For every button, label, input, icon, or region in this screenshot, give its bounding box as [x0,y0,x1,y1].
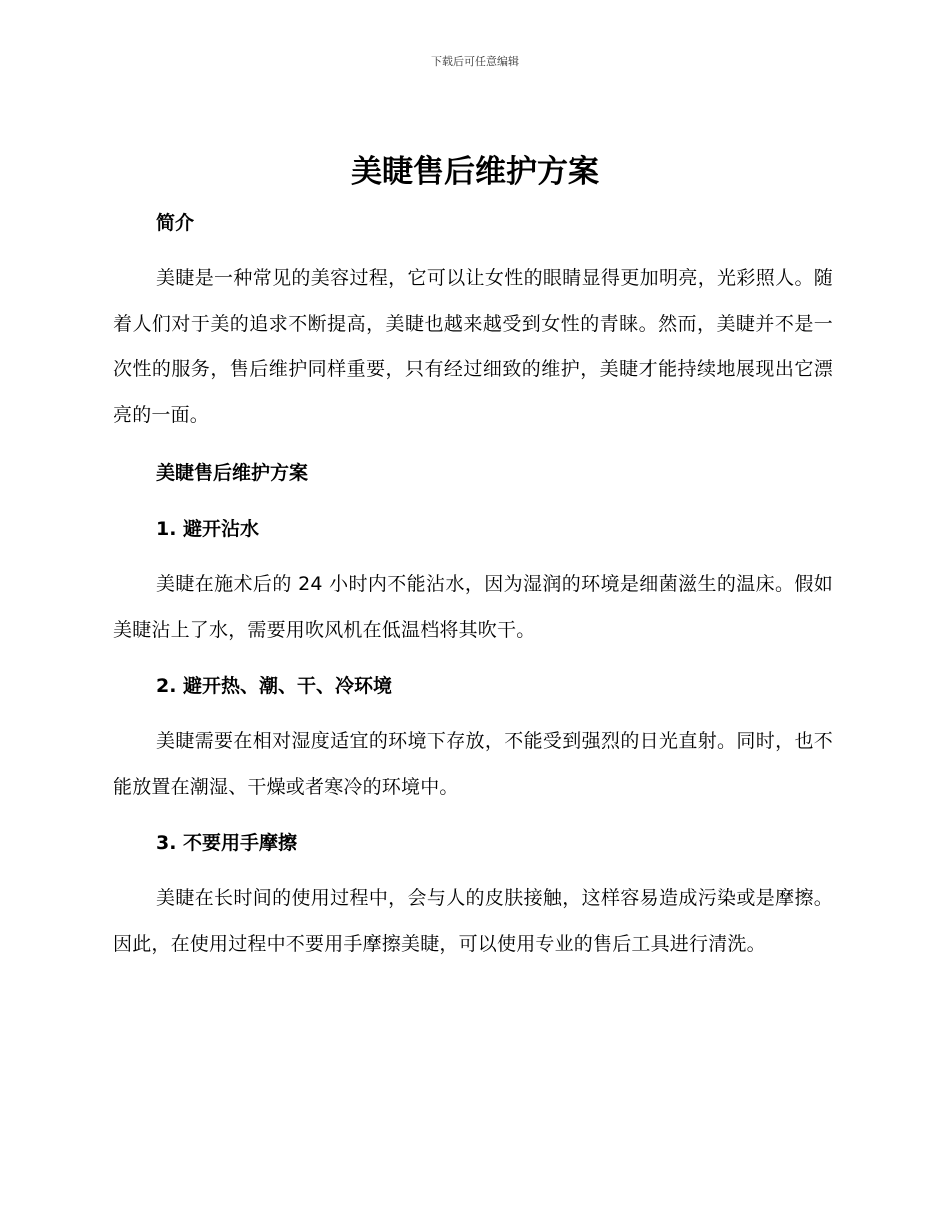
section-heading: 3. 不要用手摩擦 [156,832,298,854]
section-paragraph: 美睫在长时间的使用过程中，会与人的皮肤接触，这样容易造成污染或是摩擦。因此，在使用过程中不要用手摩擦美睫，可以使用专业的售后工具进行清洗。 [113,887,833,955]
section-heading: 2. 避开热、潮、干、冷环境 [156,675,393,697]
header-note: 下载后可任意编辑 [431,55,519,68]
section-heading: 1. 避开沾水 [156,518,260,540]
intro-paragraph: 美睫是一种常见的美容过程，它可以让女性的眼睛显得更加明亮，光彩照人。随着人们对于美的追求不断提高，美睫也越来越受到女性的青睐。然而，美睫并不是一次性的服务，售后维护同样重要，只有经过细致的维护，美睫才能持续地展现出它漂亮的一面。 [113,267,833,426]
document-body [113,200,833,967]
plan-heading: 美睫售后维护方案 [156,462,309,484]
document-title: 美睫售后维护方案 [351,154,599,190]
section-paragraph: 美睫在施术后的 24 小时内不能沾水，因为湿润的环境是细菌滋生的温床。假如美睫沾上了水，需要用吹风机在低温档将其吹干。 [113,573,833,641]
intro-heading: 简介 [156,212,195,234]
section-paragraph: 美睫需要在相对湿度适宜的环境下存放，不能受到强烈的日光直射。同时，也不能放置在潮湿、干燥或者寒冷的环境中。 [113,730,833,798]
